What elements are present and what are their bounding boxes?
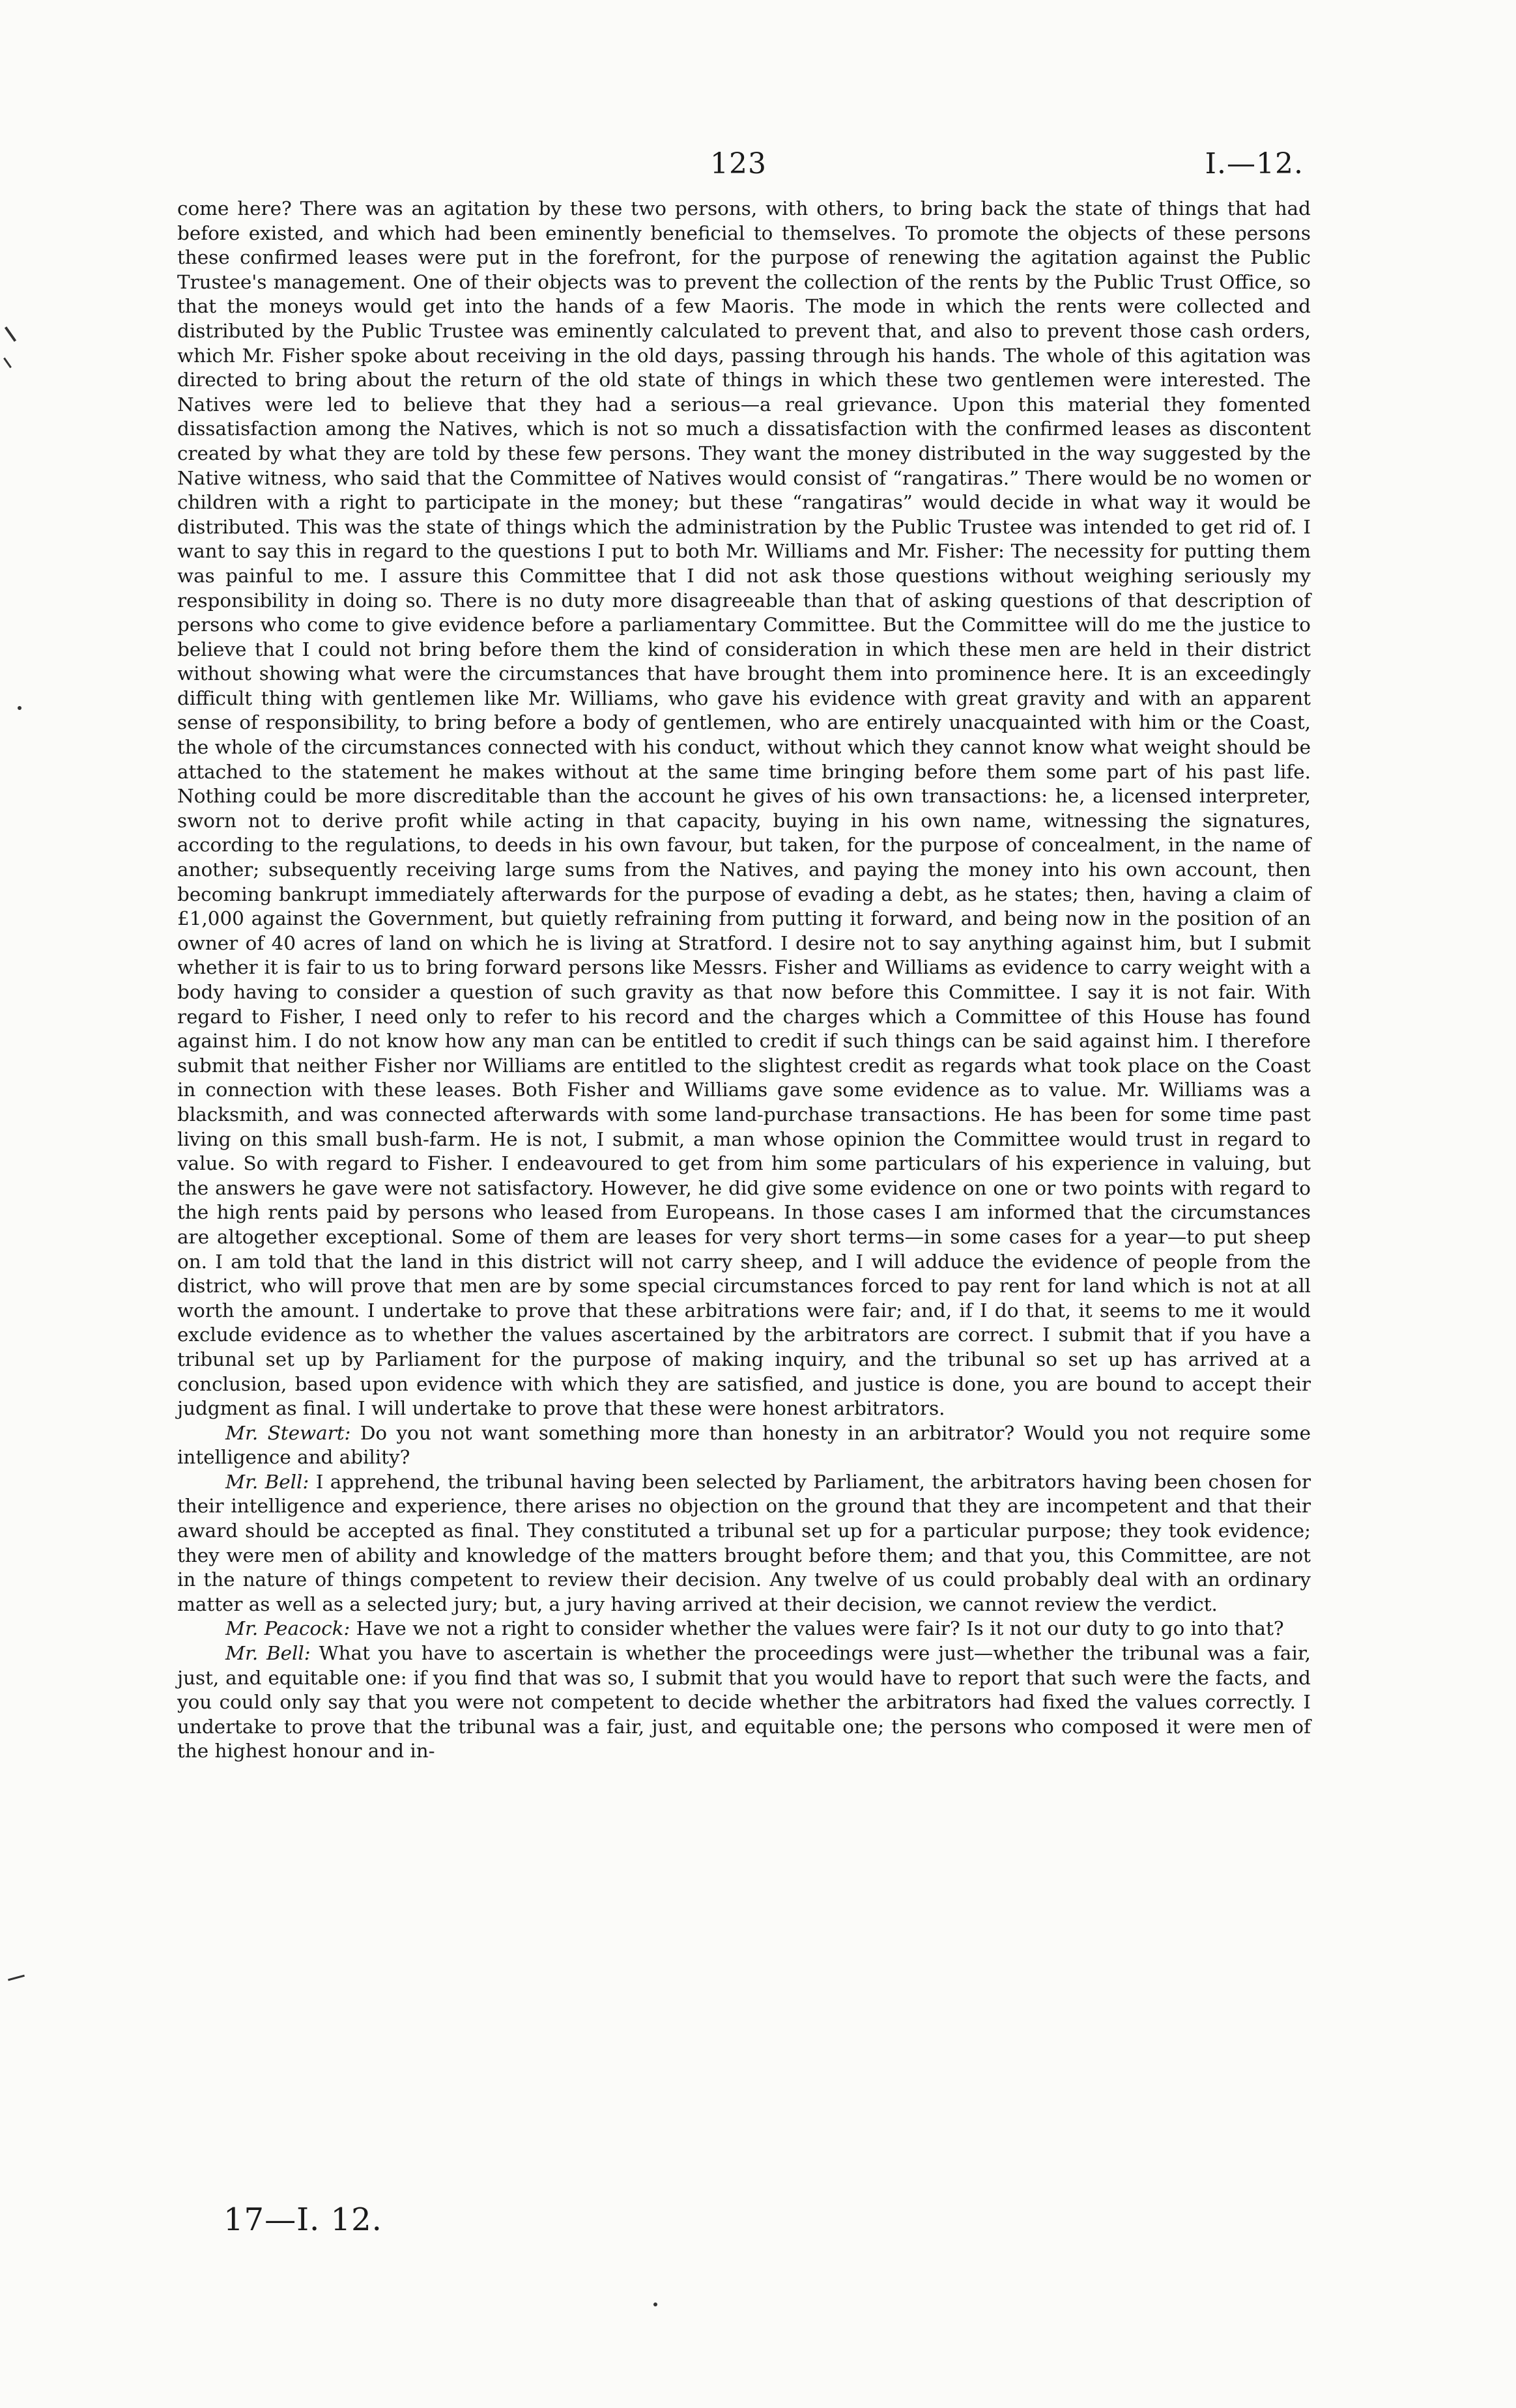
paragraph bbox=[177, 1617, 1311, 1641]
document-reference: I.—12. bbox=[1205, 147, 1304, 180]
speaker-name: Mr. Stewart: bbox=[225, 1421, 351, 1444]
paragraph-text: I apprehend, the tribunal having been selected by Parliament, the arbitrators having been chosen for their intelligence and experience, there arises no objection on the ground that they are incompetent and that their award should be accepted as final. They constituted a tribunal set up for a particular purpose; they took evidence; they were men of ability and knowledge of the matters brought before them; and that you, this Committee, are not in the nature of things competent to review their decision. Any twelve of us could probably deal with an ordinary matter as well as a selected jury; but, a jury having arrived at their decision, we cannot review the verdict. bbox=[177, 1470, 1311, 1615]
speaker-name: Mr. Bell: bbox=[225, 1470, 309, 1493]
paragraph bbox=[177, 1641, 1311, 1764]
paragraph bbox=[177, 1421, 1311, 1470]
body-text bbox=[177, 197, 1311, 1764]
speaker-name: Mr. Bell: bbox=[225, 1642, 311, 1665]
paragraph-text: Have we not a right to consider whether the values were fair? Is it not our duty to go into that? bbox=[350, 1617, 1284, 1640]
sheet-signature: 17—I. 12. bbox=[223, 2202, 382, 2238]
scan-speck bbox=[653, 2302, 657, 2306]
scan-speck bbox=[8, 1975, 25, 1981]
speaker-name: Mr. Peacock: bbox=[225, 1617, 350, 1640]
page-header bbox=[0, 147, 1516, 186]
page-number: 123 bbox=[710, 147, 767, 180]
paragraph-text: Do you not want something more than honesty in an arbitrator? Would you not require some intelligence and ability? bbox=[177, 1421, 1311, 1469]
paragraph bbox=[177, 197, 1311, 1421]
paragraph-text: What you have to ascertain is whether the proceedings were just—whether the tribunal was a fair, just, and equitable one: if you find that was so, I submit that you would have to report that such were the facts, and you could only say that you were not competent to decide whether the arbitrators had fixed the values correctly. I undertake to prove that the tribunal was a fair, just, and equitable one; the persons who composed it were men of the highest honour and in- bbox=[177, 1642, 1311, 1763]
paragraph-text: come here? There was an agitation by these two persons, with others, to bring back the state of things that had before existed, and which had been eminently beneficial to themselves. To promote the objects of these persons these confirmed leases were put in the forefront, for the purpose of renewing the agitation against the Public Trustee's management. One of their objects was to prevent the collection of the rents by the Public Trust Office, so that the moneys would get into the hands of a few Maoris. The mode in which the rents were collected and distributed by the Public Trustee was eminently calculated to prevent that, and also to prevent those cash orders, which Mr. Fisher spoke about receiving in the old days, passing through his hands. The whole of this agitation was directed to bring about the return of the old state of things in which these two gentlemen were interested. The Natives were led to believe that they had a serious—a real grievance. Upon this material they fomented dissatisfaction among the Natives, which is not so much a dissatisfaction with the confirmed leases as discontent created by what they are told by these few persons. They want the money distributed in the way suggested by the Native witness, who said that the Committee of Natives would consist of “rangatiras.” There would be no women or children with a right to participate in the money; but these “rangatiras” would decide in what way it would be distributed. This was the state of things which the administration by the Public Trustee was intended to get rid of. I want to say this in regard to the questions I put to both Mr. Williams and Mr. Fisher: The necessity for putting them was painful to me. I assure this Committee that I did not ask those questions without weighing seriously my responsibility in doing so. There is no duty more disagreeable than that of asking questions of that description of persons who come to give evidence before a parliamentary Committee. But the Committee will do me the justice to believe that I could not bring before them the kind of consideration in which these men are held in their district without showing what were the circumstances that have brought them into prominence here. It is an exceedingly difficult thing with gentlemen like Mr. Williams, who gave his evidence with great gravity and with an apparent sense of responsibility, to bring before a body of gentlemen, who are entirely unacquainted with him or the Coast, the whole of the circumstances connected with his conduct, without which they cannot know what weight should be attached to the statement he makes without at the same time bringing before them some part of his past life. Nothing could be more discreditable than the account he gives of his own transactions: he, a licensed interpreter, sworn not to derive profit while acting in that capacity, buying in his own name, witnessing the signatures, according to the regulations, to deeds in his own favour, but taken, for the purpose of concealment, in the name of another; subsequently receiving large sums from the Natives, and paying the money into his own account, then becoming bankrupt immediately afterwards for the purpose of evading a debt, as he states; then, having a claim of £1,000 against the Government, but quietly refraining from putting it forward, and being now in the position of an owner of 40 acres of land on which he is living at Stratford. I desire not to say anything against him, but I submit whether it is fair to us to bring forward persons like Messrs. Fisher and Williams as evidence to carry weight with a body having to consider a question of such gravity as that now before this Committee. I say it is not fair. With regard to Fisher, I need only to refer to his record and the charges which a Committee of this House has found against him. I do not know how any man can be entitled to credit if such things can be said against him. I therefore submit that neither Fisher nor Williams are entitled to the slightest credit as regards what took place on the Coast in connection with these leases. Both Fisher and Williams gave some evidence as to value. Mr. Williams was a blacksmith, and was connected afterwards with some land-purchase transactions. He has been for some time past living on this small bush-farm. He is not, I submit, a man whose opinion the Committee would trust in regard to value. So with regard to Fisher. I endeavoured to get from him some particulars of his experience in valuing, but the answers he gave were not satisfactory. However, he did give some evidence on one or two points with regard to the high rents paid by persons who leased from Europeans. In those cases I am informed that the circumstances are altogether exceptional. Some of them are leases for very short terms—in some cases for a year—to put sheep on. I am told that the land in this district will not carry sheep, and I will adduce the evidence of people from the district, who will prove that men are by some special circumstances forced to pay rent for land which is not at all worth the amount. I undertake to prove that these arbitrations were fair; and, if I do that, it seems to me it would exclude evidence as to whether the values ascertained by the arbitrators are correct. I submit that if you have a tribunal set up by Parliament for the purpose of making inquiry, and the tribunal so set up has arrived at a conclusion, based upon evidence with which they are satisfied, and justice is done, you are bound to accept their judgment as final. I will undertake to prove that these were honest arbitrators. bbox=[177, 197, 1311, 1420]
paragraph bbox=[177, 1470, 1311, 1617]
scan-speck bbox=[5, 326, 16, 342]
scan-speck bbox=[3, 358, 12, 368]
scan-speck bbox=[18, 706, 21, 710]
